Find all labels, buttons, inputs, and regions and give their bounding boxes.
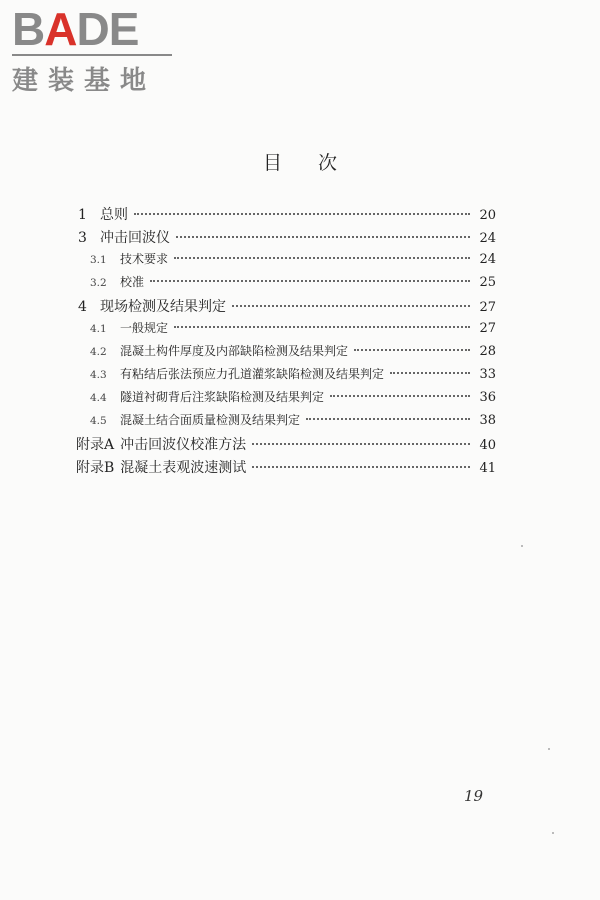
leader-dots xyxy=(150,280,470,282)
toc-entry[interactable] xyxy=(76,365,496,388)
logo-letter-b: B xyxy=(12,3,45,55)
toc-entry-number: 4 xyxy=(78,299,87,315)
toc-entry[interactable] xyxy=(76,250,496,273)
scan-speck xyxy=(548,748,550,750)
toc-entry-appendix[interactable] xyxy=(76,457,496,480)
scan-speck xyxy=(552,832,554,834)
toc-entry[interactable] xyxy=(76,411,496,434)
logo-wordmark xyxy=(12,3,172,55)
toc-entry-page: 20 xyxy=(479,208,496,223)
toc-entry-label: 校准 xyxy=(120,275,145,289)
toc-entry[interactable] xyxy=(76,227,496,250)
leader-dots xyxy=(232,305,470,307)
leader-dots xyxy=(174,326,470,328)
page-number: 19 xyxy=(464,787,484,805)
leader-dots xyxy=(252,466,470,468)
toc-entry-label: 总则 xyxy=(100,207,128,223)
toc-entry-label: 隧道衬砌背后注浆缺陷检测及结果判定 xyxy=(120,390,325,404)
toc-title: 目次 xyxy=(262,152,373,174)
toc-entry-page: 28 xyxy=(479,344,496,359)
table-of-contents xyxy=(76,204,496,480)
toc-entry-label: 一般规定 xyxy=(120,321,169,335)
toc-entry-page: 41 xyxy=(479,461,496,476)
toc-entry-number: 4.2 xyxy=(90,346,107,358)
toc-entry-number: 4.1 xyxy=(90,323,107,335)
toc-entry-page: 33 xyxy=(479,367,496,382)
leader-dots xyxy=(330,395,470,397)
toc-entry[interactable] xyxy=(76,273,496,296)
leader-dots xyxy=(306,418,470,420)
bade-logo xyxy=(12,3,172,97)
toc-entry[interactable] xyxy=(76,319,496,342)
toc-entry-page: 24 xyxy=(479,231,496,246)
toc-entry-page: 27 xyxy=(479,321,496,336)
logo-letter-a: A xyxy=(44,3,77,55)
toc-entry-page: 25 xyxy=(479,275,496,290)
toc-entry-number: 4.3 xyxy=(90,369,107,381)
toc-entry-number: 3.1 xyxy=(90,254,107,266)
toc-entry[interactable] xyxy=(76,296,496,319)
toc-entry-page: 38 xyxy=(479,413,496,428)
leader-dots xyxy=(390,372,470,374)
toc-entry-appendix[interactable] xyxy=(76,434,496,457)
toc-entry[interactable] xyxy=(76,342,496,365)
logo-subtitle: 建装基地 xyxy=(12,66,157,96)
toc-entry-number: 1 xyxy=(78,207,87,223)
leader-dots xyxy=(252,443,470,445)
toc-entry-number: 4.4 xyxy=(90,392,107,404)
toc-entry[interactable] xyxy=(76,388,496,411)
toc-entry-page: 36 xyxy=(479,390,496,405)
toc-entry-label: 混凝土构件厚度及内部缺陷检测及结果判定 xyxy=(120,344,349,358)
toc-entry-number: 附录A xyxy=(76,437,115,453)
toc-entry-number: 4.5 xyxy=(90,415,107,427)
leader-dots xyxy=(174,257,470,259)
toc-entry-label: 冲击回波仪 xyxy=(100,230,170,246)
toc-entry[interactable] xyxy=(76,204,496,227)
toc-entry-label: 有粘结后张法预应力孔道灌浆缺陷检测及结果判定 xyxy=(120,367,385,381)
toc-entry-label: 混凝土结合面质量检测及结果判定 xyxy=(120,413,301,427)
toc-entry-label: 现场检测及结果判定 xyxy=(100,299,226,315)
toc-entry-number: 3 xyxy=(78,230,87,246)
leader-dots xyxy=(134,213,470,215)
toc-entry-page: 27 xyxy=(479,300,496,315)
logo-letters-de: DE xyxy=(76,3,139,55)
toc-entry-label: 冲击回波仪校准方法 xyxy=(120,437,247,453)
toc-entry-label: 技术要求 xyxy=(120,252,169,266)
toc-entry-number: 附录B xyxy=(76,460,115,476)
toc-entry-page: 24 xyxy=(479,252,496,267)
toc-entry-number: 3.2 xyxy=(90,277,107,289)
toc-entry-label: 混凝土表观波速测试 xyxy=(120,460,247,476)
toc-entry-page: 40 xyxy=(479,438,496,453)
leader-dots xyxy=(176,236,470,238)
leader-dots xyxy=(354,349,470,351)
scan-speck xyxy=(521,545,523,547)
